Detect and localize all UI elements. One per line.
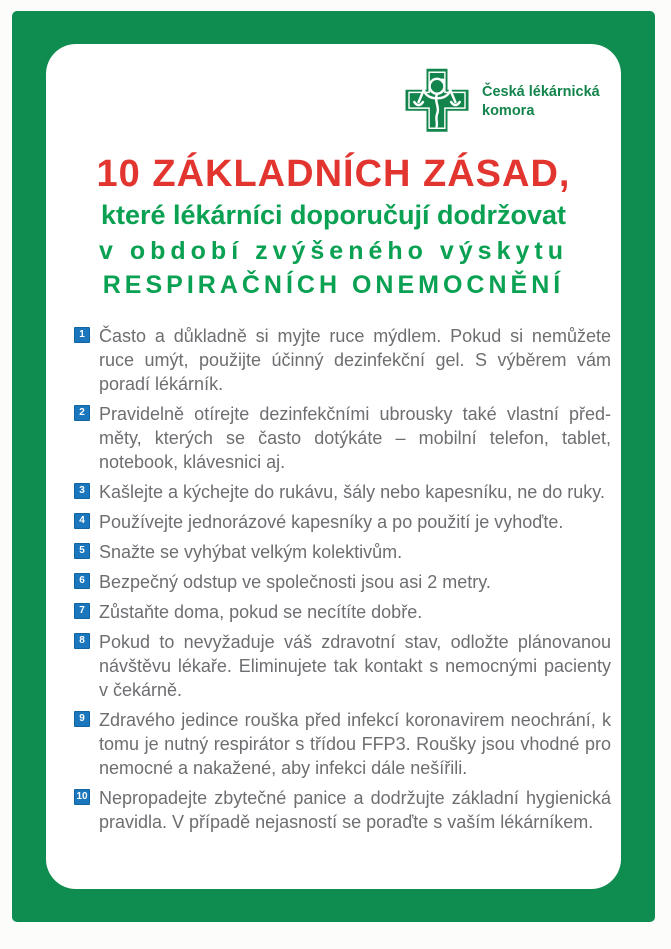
- rules-list: [74, 324, 611, 834]
- item-text: Často a důkladně si myjte ruce mýdlem. Pokud si nemůžete ruce umýt, použijte účinný dezinfekční gel. S výběrem vám poradí lékárník.: [99, 326, 611, 394]
- snake-head-dot: [441, 78, 445, 82]
- list-item: [74, 708, 611, 780]
- list-item: [74, 630, 611, 702]
- item-number-badge: 6: [74, 573, 90, 589]
- item-number-badge: 4: [74, 513, 90, 529]
- item-text: Pokud to nevyžaduje váš zdravotní stav, odložte plánovanou návštěvu lékaře. Eliminujete tak kontakt s nemocnými pacienty v čekárně.: [99, 632, 611, 700]
- item-number-badge: 7: [74, 603, 90, 619]
- item-number-badge: 3: [74, 483, 90, 499]
- poster-heading: [46, 152, 621, 302]
- item-number-badge: 9: [74, 711, 90, 727]
- poster-title: 10 ZÁKLADNÍCH ZÁSAD,: [96, 153, 571, 195]
- item-number-badge: 1: [74, 327, 90, 343]
- organization-name: [482, 83, 600, 121]
- item-text: Zůstaňte doma, pokud se necítíte dobře.: [99, 602, 423, 622]
- organization-name-line2: komora: [482, 103, 535, 119]
- item-text: Používejte jednorázové kapesníky a po použití je vyhoďte.: [99, 512, 564, 532]
- list-item: [74, 480, 611, 504]
- item-text: Nepropadejte zbytečné panice a dodržujte základní hygienická pravidla. V případě nejasností se poraďte s vaším lékárníkem.: [99, 788, 611, 832]
- item-text: Kašlejte a kýchejte do rukávu, šály nebo kapesníku, ne do ruky.: [99, 482, 605, 502]
- list-item: [74, 540, 611, 564]
- organization-name-line1: Česká lékárnická: [482, 84, 600, 100]
- item-number-badge: 5: [74, 543, 90, 559]
- list-item: [74, 570, 611, 594]
- item-text: Zdravého jedince rouška před infekcí koronavirem neochrání, k tomu je nutný respirátor s třídou FFP3. Roušky jsou vhodné pro nemocné a nakažené, aby infekci dále nešířili.: [99, 710, 611, 778]
- item-number-badge: 10: [74, 789, 90, 805]
- list-item: [74, 510, 611, 534]
- logo: [402, 64, 600, 140]
- list-item: [74, 324, 611, 396]
- list-item: [74, 786, 611, 834]
- poster-subtitle-line4: RESPIRAČNÍCH ONEMOCNĚNÍ: [102, 271, 565, 299]
- list-item: [74, 402, 611, 474]
- list-item: [74, 600, 611, 624]
- item-text: Bezpečný odstup ve společnosti jsou asi 2 metry.: [99, 572, 491, 592]
- poster-subtitle: které lékárníci doporučují dodržovat: [100, 200, 567, 230]
- item-text: Pravidelně otírejte dezinfekčními ubrousky také vlastní předměty, kterých se často dotýkáte – mobilní telefon, tablet, notebook, klávesnici aj.: [99, 404, 611, 472]
- item-text: Snažte se vyhýbat velkým kolektivům.: [99, 542, 403, 562]
- pharmacy-cross-icon: [402, 64, 472, 140]
- item-number-badge: 8: [74, 633, 90, 649]
- item-number-badge: 2: [74, 405, 90, 421]
- poster-subtitle-line3: v období zvýšeného výskytu: [99, 237, 568, 265]
